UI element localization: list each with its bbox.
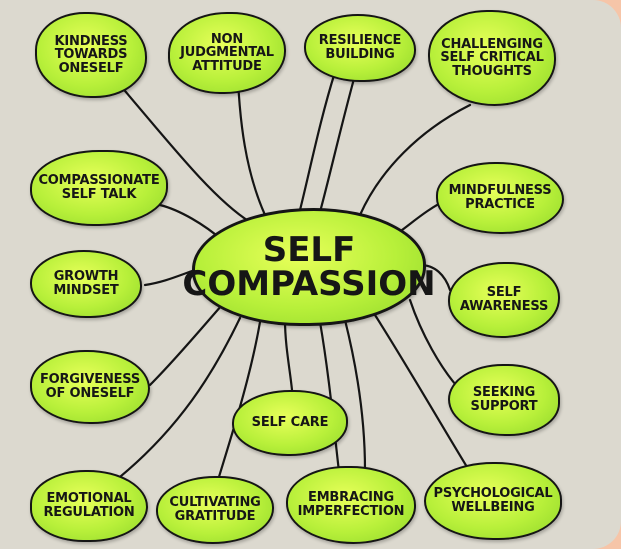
line-resilience — [300, 72, 335, 210]
line-resilience-2 — [320, 75, 355, 212]
node-cultivating-gratitude: CULTIVATING GRATITUDE — [156, 476, 274, 544]
node-seeking-support: SEEKING SUPPORT — [448, 364, 560, 436]
node-kindness-towards-oneself: KINDNESS TOWARDS ONESELF — [35, 12, 147, 98]
line-imperfection-2 — [345, 320, 365, 470]
line-nonjudgmental — [238, 80, 265, 215]
node-resilience-building: RESILIENCE BUILDING — [304, 14, 416, 82]
node-embracing-imperfection: EMBRACING IMPERFECTION — [286, 466, 416, 544]
node-compassionate-self-talk: COMPASSIONATE SELF TALK — [30, 150, 168, 226]
node-forgiveness-of-oneself: FORGIVENESS OF ONESELF — [30, 350, 150, 424]
line-selfcare — [285, 320, 292, 390]
node-self-awareness: SELF AWARENESS — [448, 262, 560, 338]
node-challenging-self-critical-thoughts: CHALLENGING SELF CRITICAL THOUGHTS — [428, 10, 556, 106]
node-self-care: SELF CARE — [232, 390, 348, 456]
node-non-judgmental-attitude: NON JUDGMENTAL ATTITUDE — [168, 12, 286, 94]
node-psychological-wellbeing: PSYCHOLOGICAL WELLBEING — [424, 462, 562, 540]
node-self-compassion: SELF COMPASSION — [192, 208, 426, 326]
node-mindfulness-practice: MINDFULNESS PRACTICE — [436, 162, 564, 234]
node-emotional-regulation: EMOTIONAL REGULATION — [30, 470, 148, 542]
node-growth-mindset: GROWTH MINDSET — [30, 250, 142, 318]
